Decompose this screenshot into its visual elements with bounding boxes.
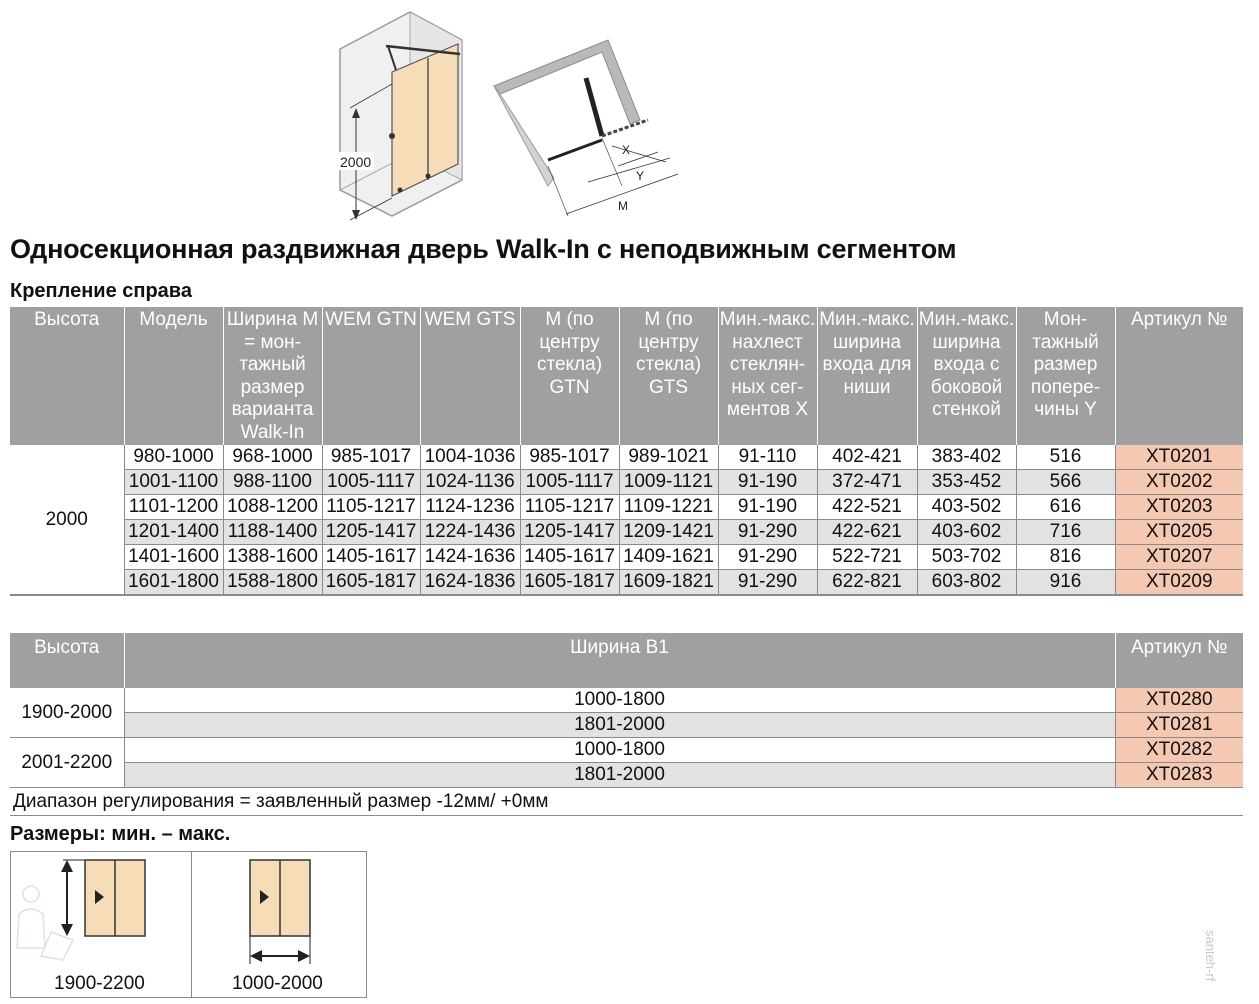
table-cell: 1609-1821 [619,570,718,596]
header-cell: Ширина М = мон-тажный размер варианта Walk-In [223,307,322,445]
table-cell: 1409-1621 [619,545,718,570]
table-cell: 1205-1417 [322,520,420,545]
table-cell: 91-190 [718,495,817,520]
header-cell: WEM GTN [322,307,420,445]
table-cell: 985-1017 [520,445,619,470]
table-cell: 1205-1417 [520,520,619,545]
table-cell: 989-1021 [619,445,718,470]
mounting-subtitle: Крепление справа [10,280,192,302]
article-cell: XT0283 [1115,763,1243,788]
table-cell: 985-1017 [322,445,420,470]
table-cell: 402-421 [817,445,917,470]
article-cell: XT0280 [1115,688,1243,713]
article-cell: XT0202 [1115,470,1243,495]
header-cell: Высота [10,633,124,688]
table-row [10,520,1243,545]
table-cell: 1005-1117 [322,470,420,495]
table-cell: 383-402 [917,445,1016,470]
table-cell: 1088-1200 [223,495,322,520]
table-cell: 503-702 [917,545,1016,570]
table-cell: 1124-1236 [420,495,520,520]
table-row [10,688,1243,713]
table-cell: 1101-1200 [124,495,223,520]
table-cell: 622-821 [817,570,917,596]
table-cell: 91-290 [718,520,817,545]
table-row [10,570,1243,596]
header-cell: Артикул № [1115,307,1243,445]
table-row [10,738,1243,763]
header-cell: М (по центру стекла) GTN [520,307,619,445]
table-cell: 968-1000 [223,445,322,470]
table-cell: 403-502 [917,495,1016,520]
table-cell: 1605-1817 [322,570,420,596]
height-cell: 2001-2200 [10,738,124,788]
table-cell: 372-471 [817,470,917,495]
article-cell: XT0203 [1115,495,1243,520]
table-cell: 616 [1016,495,1115,520]
header-cell: Модель [124,307,223,445]
table-cell: 980-1000 [124,445,223,470]
height-cell: 1900-2000 [10,688,124,738]
table-cell: 522-721 [817,545,917,570]
header-cell: WEM GTS [420,307,520,445]
table-cell: 1109-1221 [619,495,718,520]
table-cell: 1601-1800 [124,570,223,596]
article-cell: XT0205 [1115,520,1243,545]
table-cell: 1005-1117 [520,470,619,495]
adjustment-note: Диапазон регулирования = заявленный размер -12мм/ +0мм [10,788,1243,816]
table-cell: 1209-1421 [619,520,718,545]
table-cell: 1224-1436 [420,520,520,545]
table-cell: 403-602 [917,520,1016,545]
article-cell: XT0281 [1115,713,1243,738]
article-cell: XT0201 [1115,445,1243,470]
table-cell: 1001-1100 [124,470,223,495]
table-cell: 1009-1121 [619,470,718,495]
table-cell: 1388-1600 [223,545,322,570]
table-cell: 816 [1016,545,1115,570]
table-row [10,763,1243,788]
table-cell: 1201-1400 [124,520,223,545]
table-cell: 1624-1836 [420,570,520,596]
table-cell: 422-621 [817,520,917,545]
table-cell: 1588-1800 [223,570,322,596]
width-range-label: 1000-2000 [232,973,323,994]
table-cell: 516 [1016,445,1115,470]
table-cell: 1801-2000 [124,763,1115,788]
table-cell: 1004-1036 [420,445,520,470]
table-cell: 1000-1800 [124,688,1115,713]
table-cell: 1424-1636 [420,545,520,570]
width-dimension-diagram [192,852,366,972]
table-cell: 988-1100 [223,470,322,495]
table-cell: 1188-1400 [223,520,322,545]
table-cell: 916 [1016,570,1115,596]
table-cell: 603-802 [917,570,1016,596]
table-cell: 91-110 [718,445,817,470]
table-cell: 716 [1016,520,1115,545]
shower-perspective-drawing [330,4,480,224]
header-cell: Мин.-макс. ширина входа для ниши [817,307,917,445]
table-cell: 1105-1217 [322,495,420,520]
table-cell: 91-290 [718,570,817,596]
y-dimension-label: Y [636,169,645,183]
table-row [10,545,1243,570]
article-cell: XT0282 [1115,738,1243,763]
watermark: santeh-rf [1203,930,1218,982]
note-row [10,788,1243,816]
header-cell: Ширина B1 [124,633,1115,688]
table-cell: 1405-1617 [322,545,420,570]
header-cell: Высота [10,307,124,445]
shower-plan-drawing [490,38,680,223]
table-row [10,713,1243,738]
height-dimension-label: 2000 [340,154,372,170]
rails-header-row [10,633,1243,688]
table-cell: 1405-1617 [520,545,619,570]
table-row [10,445,1243,470]
height-range-label: 1900-2200 [54,973,145,994]
height-dimension-diagram [11,852,191,972]
table-cell: 1024-1136 [420,470,520,495]
table-row [10,470,1243,495]
header-cell: Мин.-макс. ширина входа с боковой стенкой [917,307,1016,445]
header-cell: Мон-тажный размер попере-чины Y [1016,307,1115,445]
table-cell: 1401-1600 [124,545,223,570]
table-cell: 1000-1800 [124,738,1115,763]
dimensions-panel [10,851,367,998]
dimensions-title: Размеры: мин. – макс. [10,823,231,845]
m-dimension-label: M [618,199,628,213]
article-cell: XT0209 [1115,570,1243,596]
table-cell: 91-290 [718,545,817,570]
header-cell: Артикул № [1115,633,1243,688]
table-cell: 422-521 [817,495,917,520]
page-title: Односекционная раздвижная дверь Walk-In с неподвижным сегментом [10,234,957,264]
article-cell: XT0207 [1115,545,1243,570]
header-cell: Мин.-макс. нахлест стеклян-ных сег-ментов X [718,307,817,445]
spec-table [10,307,1243,596]
table-row [10,495,1243,520]
table-cell: 1105-1217 [520,495,619,520]
rails-table [10,633,1243,816]
table-cell: 91-190 [718,470,817,495]
table-cell: 1605-1817 [520,570,619,596]
table-cell: 566 [1016,470,1115,495]
x-dimension-label: X [622,143,631,157]
table-cell: 353-452 [917,470,1016,495]
table-cell: 1801-2000 [124,713,1115,738]
spec-header-row [10,307,1243,445]
height-cell: 2000 [10,445,124,595]
header-cell: М (по центру стекла) GTS [619,307,718,445]
